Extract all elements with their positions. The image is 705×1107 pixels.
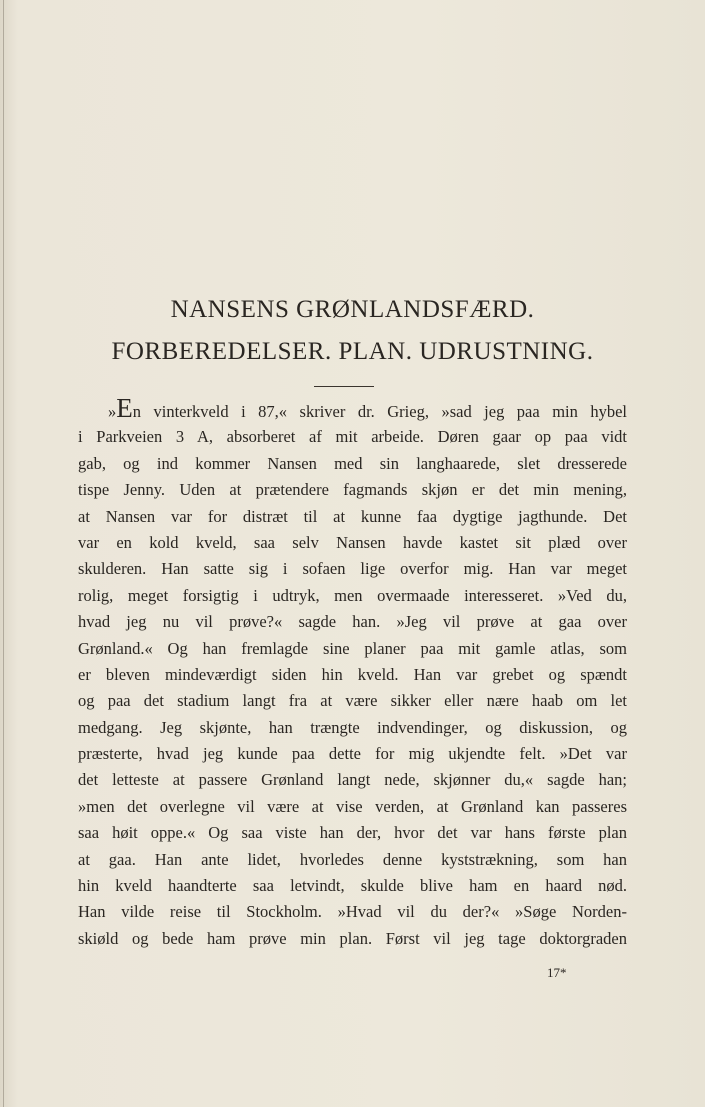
text-line: hin kveld haandterte saa letvindt, skulde blive ham en haard nød. — [78, 876, 627, 896]
text-line: »En vinterkveld i 87,« skriver dr. Grieg, »sad jeg paa min hybel — [108, 393, 627, 423]
text-line: rolig, meget forsigtig i udtryk, men overmaade interesseret. »Ved du, — [78, 585, 627, 605]
text-line: Han vilde reise til Stockholm. »Hvad vil du der?« »Søge Norden- — [78, 902, 627, 922]
text-line: »men det overlegne vil være at vise verden, at Grønland kan passeres — [78, 796, 627, 816]
text-line: skiøld og bede ham prøve min plan. Først vil jeg tage doktorgraden — [78, 928, 627, 948]
text-line: var en kold kveld, saa selv Nansen havde kastet sit plæd over — [78, 532, 627, 552]
text-line: præsterte, hvad jeg kunde paa dette for mig ukjendte felt. »Det var — [78, 744, 627, 764]
text-line: medgang. Jeg skjønte, han trængte indvendinger, og diskussion, og — [78, 717, 627, 737]
chapter-title-line-2: FORBEREDELSER. PLAN. UDRUSTNING. — [111, 338, 594, 365]
title-divider — [314, 386, 374, 387]
body-paragraph — [78, 393, 627, 952]
text-line: at gaa. Han ante lidet, hvorledes denne kyststrækning, som han — [78, 849, 627, 869]
text-line: det letteste at passere Grønland langt nede, skjønner du,« sagde han; — [78, 770, 627, 790]
text-line: saa høit oppe.« Og saa viste han der, hvor det var hans første plan — [78, 823, 627, 843]
text-line: er bleven mindeværdigt siden hin kveld. Han var grebet og spændt — [78, 664, 627, 684]
text-line: Grønland.« Og han fremlagde sine planer paa mit gamle atlas, som — [78, 638, 627, 658]
text-line: gab, og ind kommer Nansen med sin langhaarede, slet dresserede — [78, 453, 627, 473]
text-line: og paa det stadium langt fra at være sikker eller nære haab om let — [78, 691, 627, 711]
page-number: 17* — [547, 965, 567, 980]
opening-quote: » — [108, 402, 117, 421]
chapter-title-line-1: NANSENS GRØNLANDSFÆRD. — [170, 296, 535, 323]
drop-cap: E — [116, 393, 133, 423]
page-edge — [3, 0, 4, 1107]
text-line: hvad jeg nu vil prøve?« sagde han. »Jeg vil prøve at gaa over — [78, 612, 627, 632]
text-line: i Parkveien 3 A, absorberet af mit arbeide. Døren gaar op paa vidt — [78, 427, 627, 447]
text-line: skulderen. Han satte sig i sofaen lige overfor mig. Han var meget — [78, 559, 627, 579]
text-line: at Nansen var for distræt til at kunne faa dygtige jagthunde. Det — [78, 506, 627, 526]
text-line: tispe Jenny. Uden at prætendere fagmands skjøn er det min mening, — [78, 480, 627, 500]
